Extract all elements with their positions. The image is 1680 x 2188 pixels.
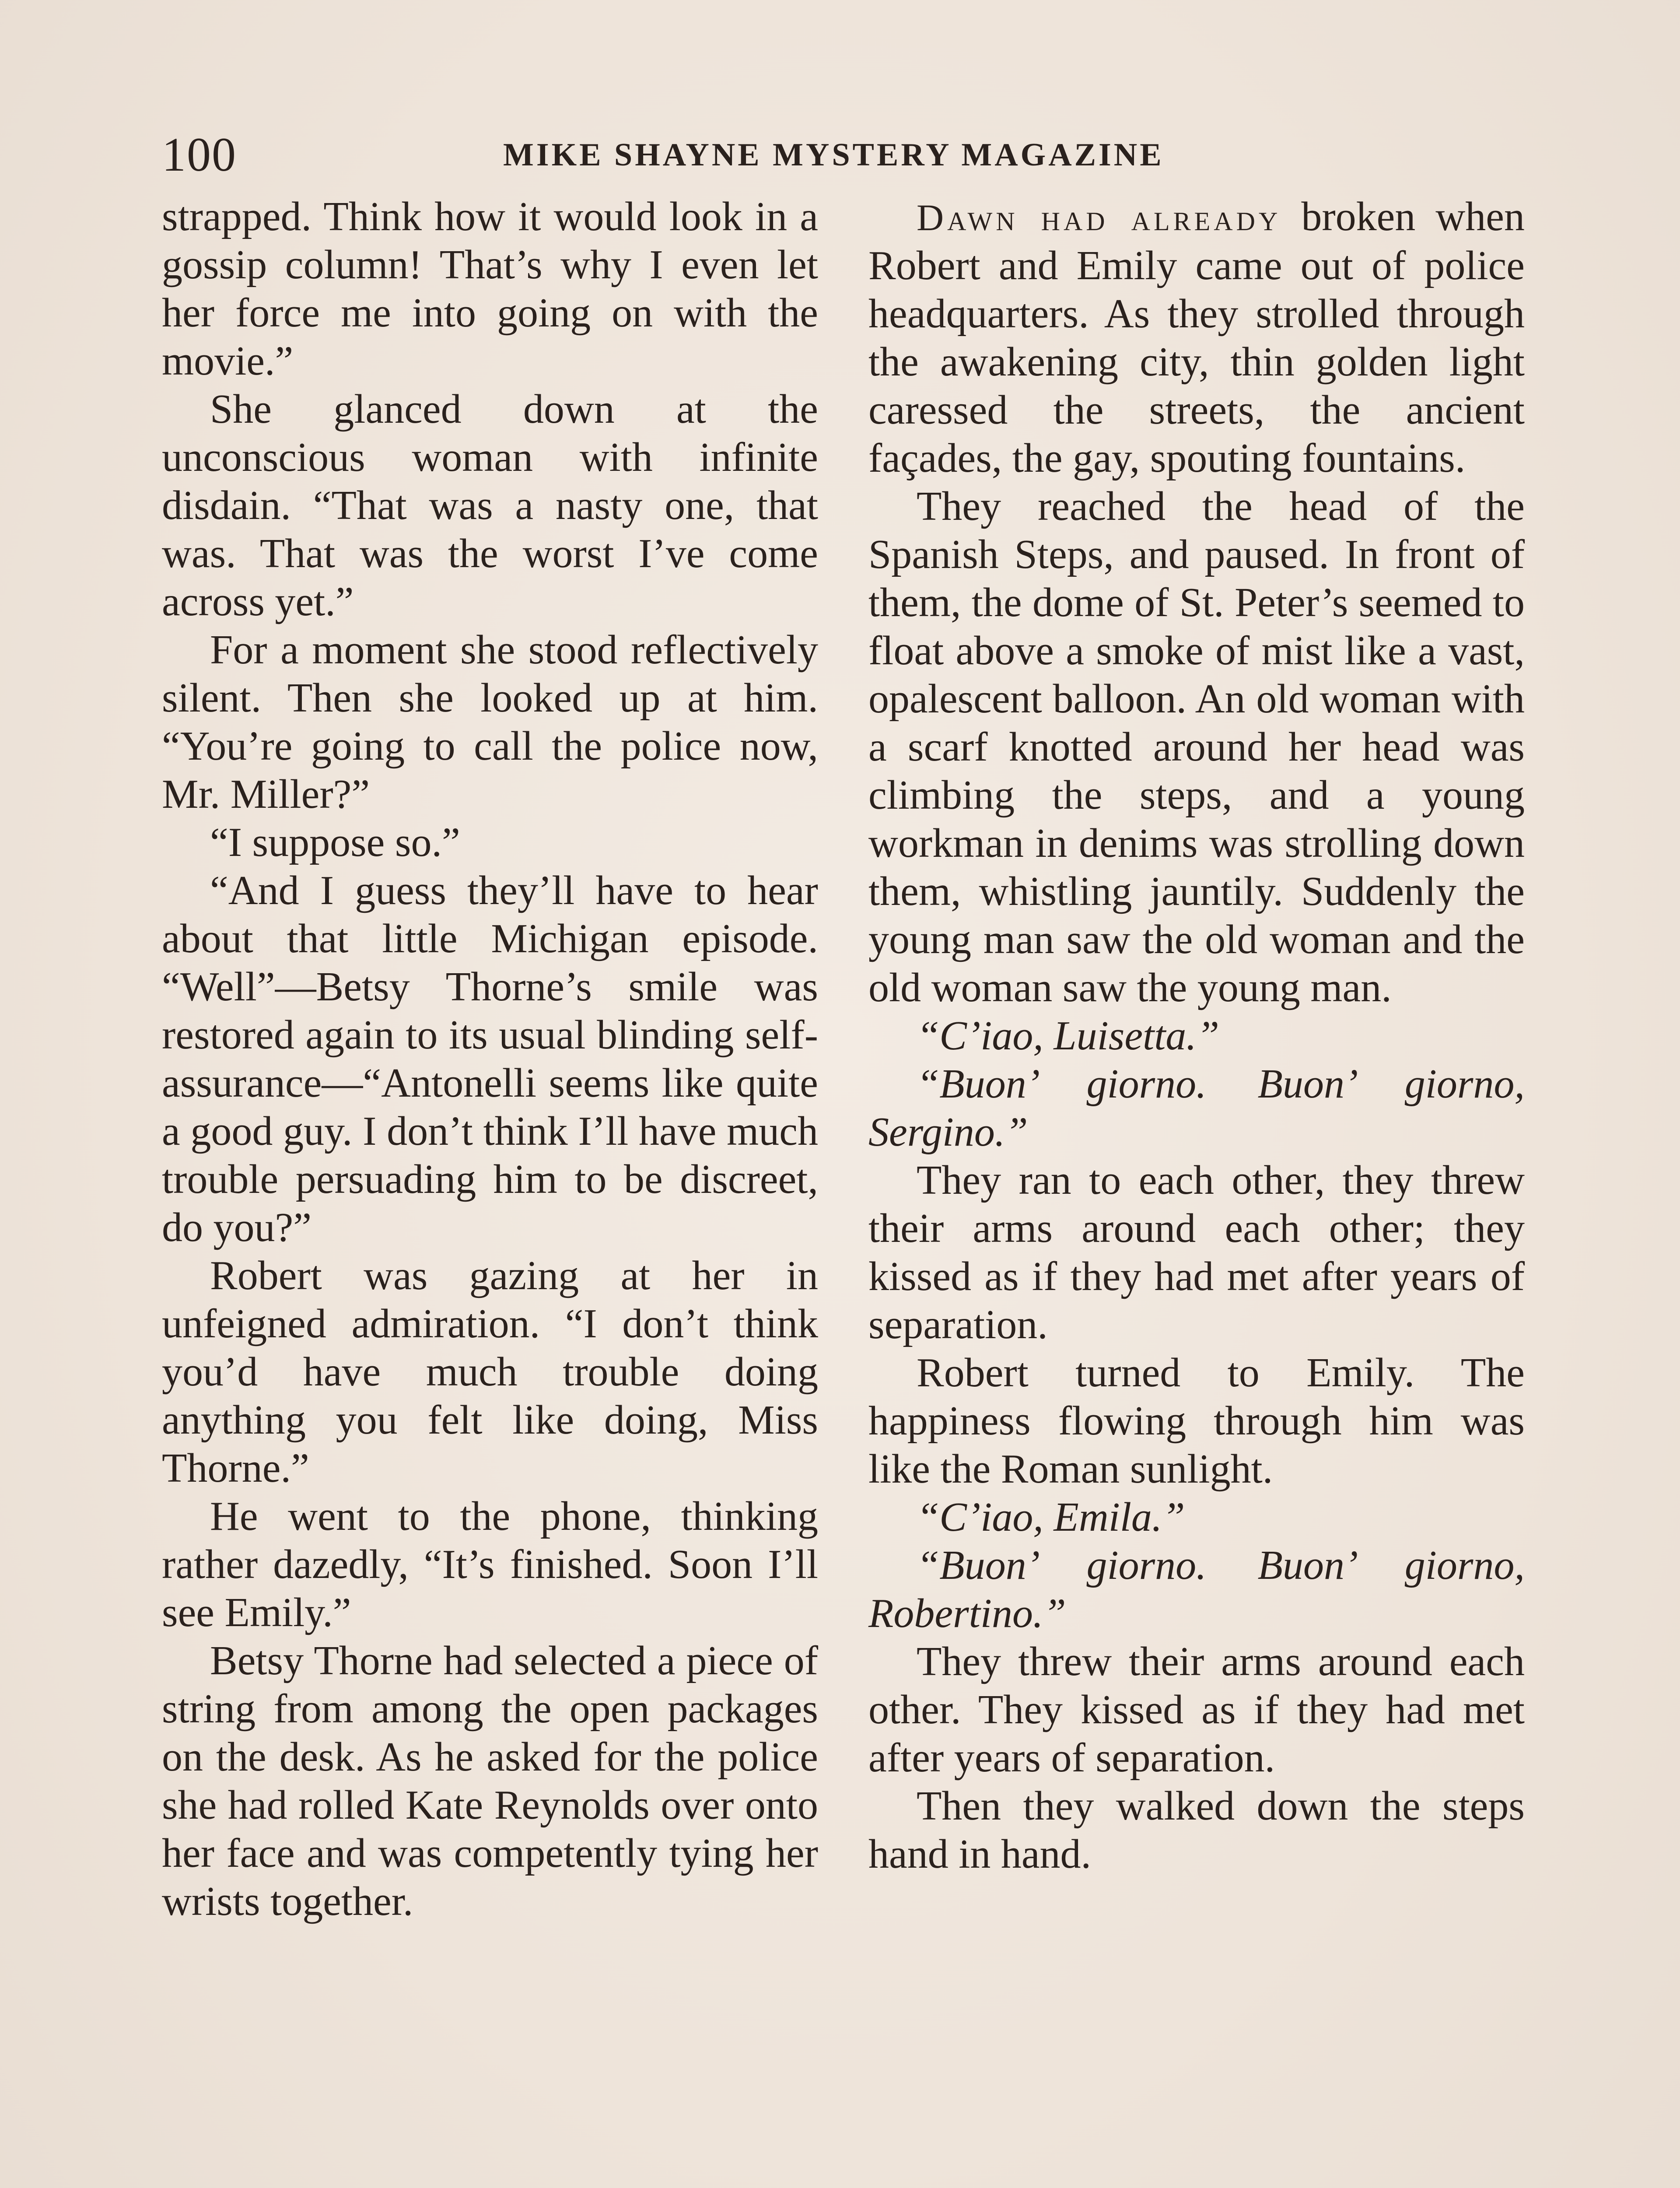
paragraph: “I suppose so.” (210, 820, 460, 865)
dialogue-line: “C’iao, Luisetta.” (917, 1013, 1220, 1059)
paragraph: For a moment she stood reflectively silent. Then she looked up at him. “You’re going to call the police now, Mr. Miller?” (162, 627, 818, 817)
left-column (162, 193, 818, 1925)
paragraph: He went to the phone, thinking rather dazedly, “It’s finished. Soon I’ll see Emily.” (162, 1494, 818, 1635)
section-opening-paragraph (868, 193, 1525, 482)
paragraph: strapped. Think how it would look in a gossip column! That’s why I even let her force me into going on with the movie.” (162, 194, 818, 384)
right-column (868, 193, 1525, 1878)
paragraph: Robert was gazing at her in unfeigned admiration. “I don’t think you’d have much trouble doing anything you felt like doing, Miss Thorne.” (162, 1253, 818, 1491)
running-title: MIKE SHAYNE MYSTERY MAGAZINE (503, 137, 1164, 173)
paragraph: She glanced down at the unconscious woman with infinite disdain. “That was a nasty one, that was. That was the worst I’ve come across yet.” (162, 386, 818, 624)
paragraph: They reached the head of the Spanish Steps, and paused. In front of them, the dome of St. Peter’s seemed to float above a smoke of mist like a vast, opalescent balloon. An old woman with a scarf knotted around her head was climbing the steps, and a young workman in denims was strolling down them, whistling jauntily. Suddenly the young man saw the old woman and the old woman saw the young man. (868, 484, 1525, 1010)
page-number: 100 (162, 128, 237, 181)
section-opening-text: broken when Robert and Emily came out of police headquarters. As they strolled through the awakening city, thin golden light caressed the streets, the ancient façades, the gay, spouting fountains. (868, 194, 1525, 481)
paragraph: “And I guess they’ll have to hear about that little Michigan episode. “Well”—Betsy Thorne’s smile was restored again to its usual blinding self-assurance—“Antonelli seems like quite a good guy. I don’t think I’ll have much trouble persuading him to be discreet, do you?” (162, 868, 818, 1250)
dialogue-line: “Buon’ giorno. Buon’ giorno, Sergino.” (868, 1061, 1525, 1155)
paragraph: They threw their arms around each other. They kissed as if they had met after years of separation. (868, 1639, 1525, 1781)
paragraph: Betsy Thorne had selected a piece of string from among the open packages on the desk. As he asked for the police she had rolled Kate Reynolds over onto her face and was competently tying her wrists together. (162, 1638, 818, 1924)
paragraph: They ran to each other, they threw their arms around each other; they kissed as if they had met after years of separation. (868, 1157, 1525, 1347)
dialogue-line: “C’iao, Emila.” (917, 1494, 1185, 1540)
dialogue-line: “Buon’ giorno. Buon’ giorno, Robertino.” (868, 1543, 1525, 1636)
paragraph: Then they walked down the steps hand in hand. (868, 1783, 1525, 1877)
paragraph: Robert turned to Emily. The happiness flowing through him was like the Roman sunlight. (868, 1350, 1525, 1492)
section-opening-smallcaps: Dawn had already (917, 196, 1281, 238)
page-header (162, 127, 1522, 188)
